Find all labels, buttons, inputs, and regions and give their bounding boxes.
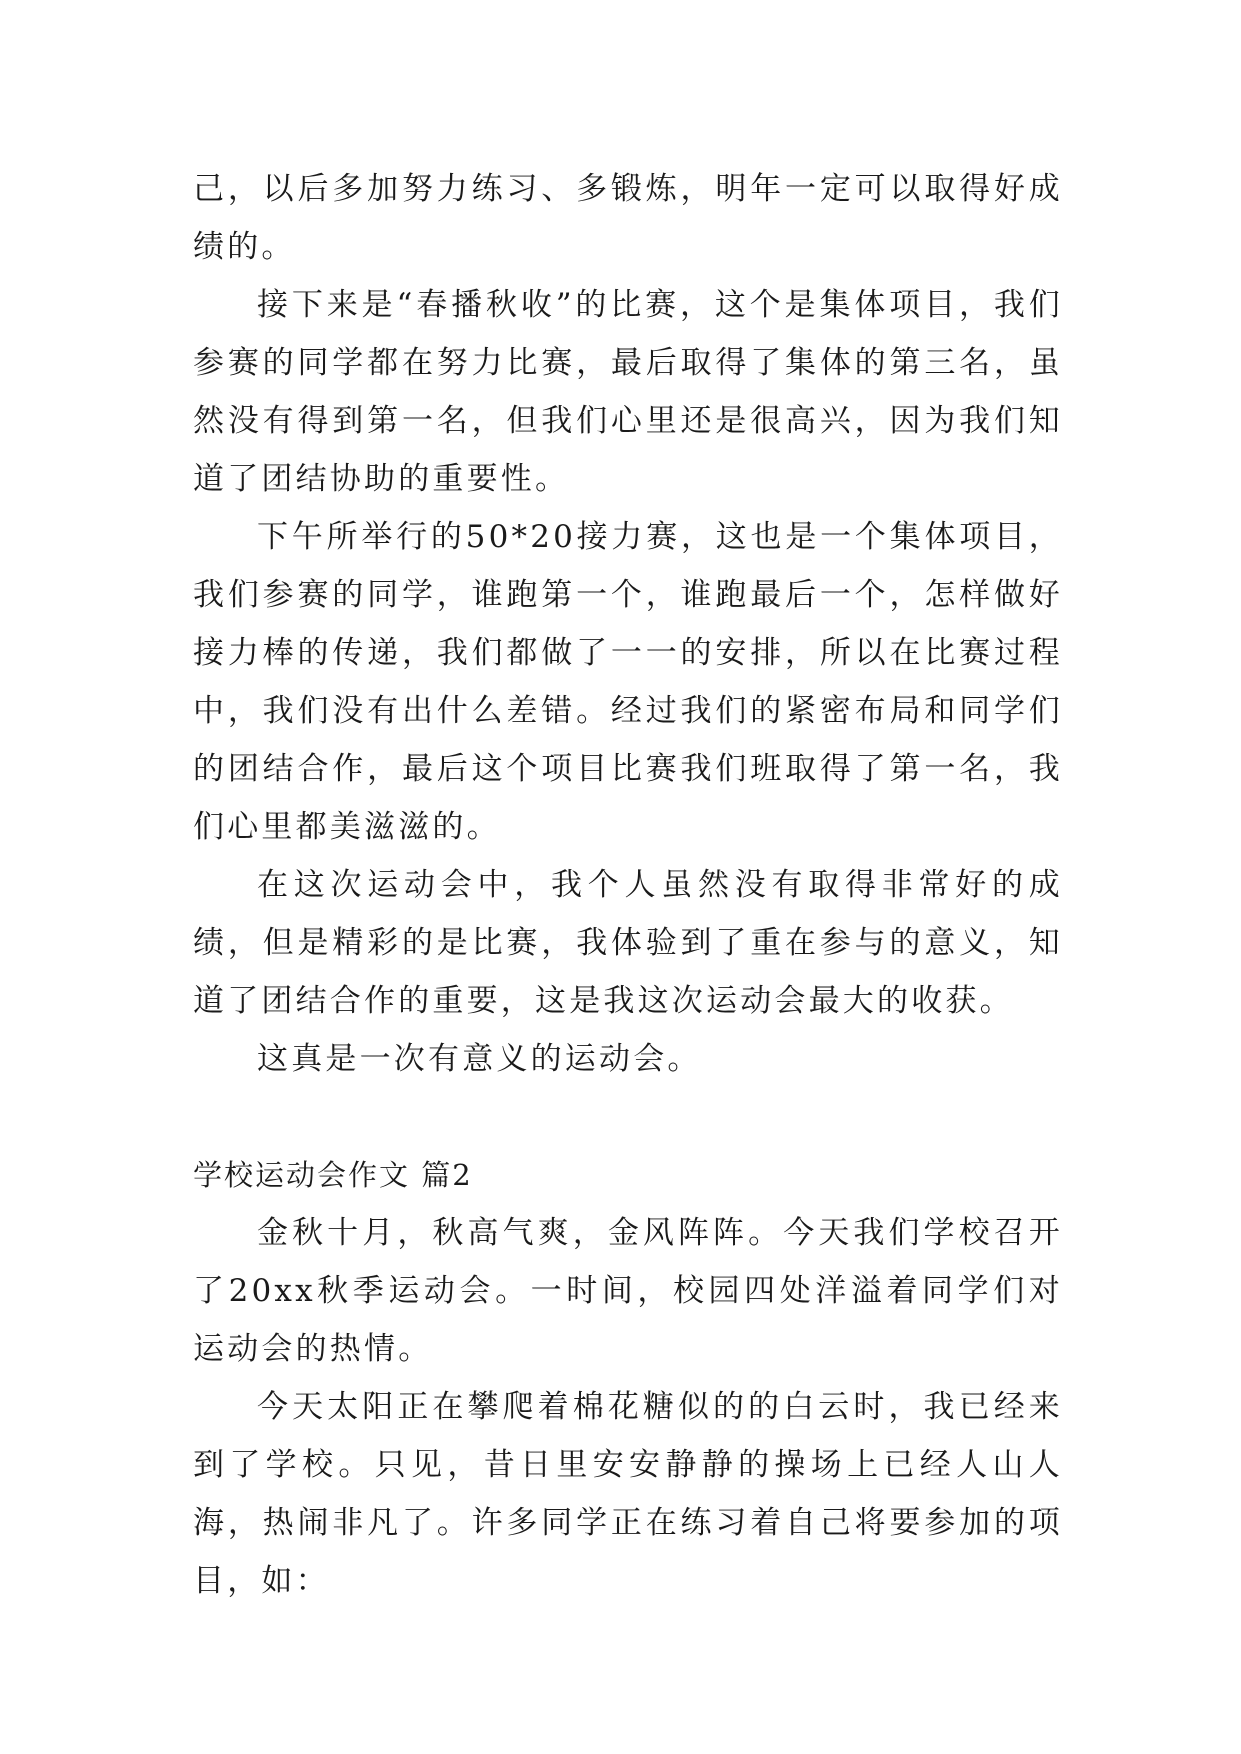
paragraph-arrival: 今天太阳正在攀爬着棉花糖似的的白云时，我已经来到了学校。只见，昔日里安安静静的操场上已经人山人海，热闹非凡了。许多同学正在练习着自己将要参加的项目，如：	[193, 1389, 1063, 1599]
paragraph-golden-autumn: 金秋十月，秋高气爽，金风阵阵。今天我们学校召开了20xx秋季运动会。一时间，校园四处洋溢着同学们对运动会的热情。	[193, 1215, 1063, 1367]
paragraph-reflection: 在这次运动会中，我个人虽然没有取得非常好的成绩，但是精彩的是比赛，我体验到了重在参与的意义，知道了团结合作的重要，这是我这次运动会最大的收获。	[193, 867, 1063, 1019]
paragraph-continuation: 己，以后多加努力练习、多锻炼，明年一定可以取得好成绩的。	[193, 171, 1063, 265]
paragraph-relay-race: 下午所举行的50*20接力赛，这也是一个集体项目，我们参赛的同学，谁跑第一个，谁跑最后一个，怎样做好接力棒的传递，我们都做了一一的安排，所以在比赛过程中，我们没有出什么差错。经过我们的紧密布局和同学们的团结合作，最后这个项目比赛我们班取得了第一名，我们心里都美滋滋的。	[193, 519, 1063, 845]
paragraph-spring-sow-autumn-harvest: 接下来是“春播秋收”的比赛，这个是集体项目，我们参赛的同学都在努力比赛，最后取得了集体的第三名，虽然没有得到第一名，但我们心里还是很高兴，因为我们知道了团结协助的重要性。	[193, 287, 1063, 497]
document-body	[193, 160, 1063, 1610]
paragraph-conclusion: 这真是一次有意义的运动会。	[257, 1041, 702, 1077]
section-title: 学校运动会作文 篇2	[193, 1158, 473, 1192]
